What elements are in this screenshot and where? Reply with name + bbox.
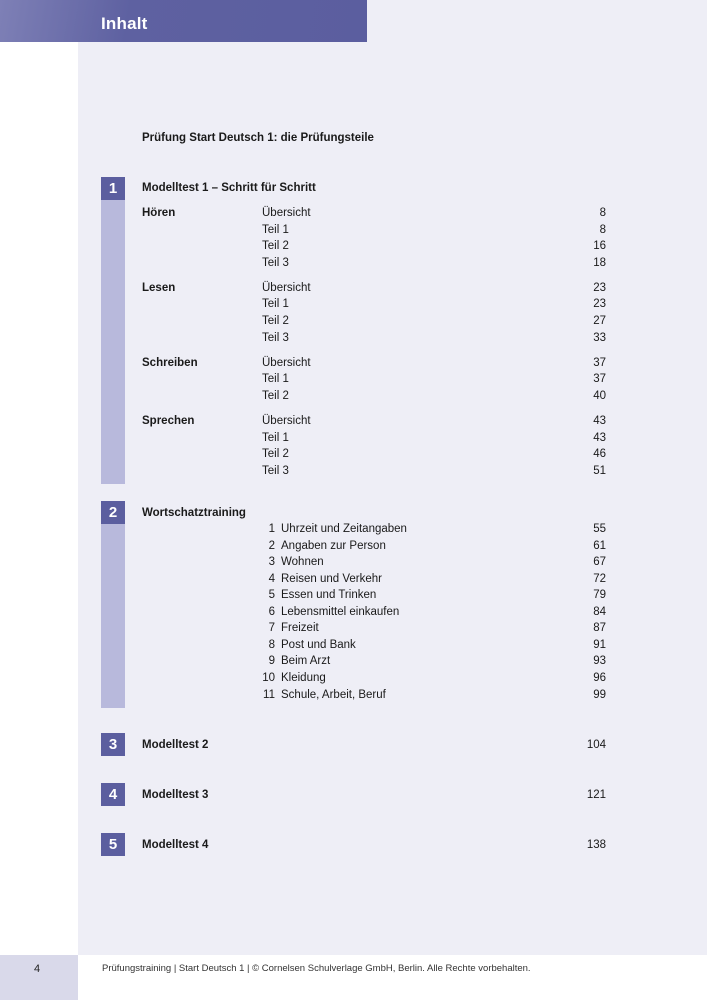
toc-row[interactable]: Teil 1 43: [262, 432, 606, 444]
vocab-row[interactable]: 11 Schule, Arbeit, Beruf 99: [263, 689, 606, 701]
vocab-row[interactable]: 10 Kleidung 96: [262, 672, 606, 684]
header-bar: [0, 0, 367, 42]
vocab-row[interactable]: 9 Beim Arzt 93: [268, 655, 606, 667]
footer-copyright: Prüfungstraining | Start Deutsch 1 | © Cornelsen Schulverlage GmbH, Berlin. Alle Rechte vorbehalten.: [102, 963, 531, 974]
toc-row[interactable]: Teil 2 46: [262, 448, 606, 460]
vocab-row[interactable]: 5 Essen und Trinken 79: [268, 589, 606, 601]
section-number-5: 5: [101, 833, 125, 856]
section-title-2: Wortschatztraining: [142, 507, 246, 519]
section-title-1: Modelltest 1 – Schritt für Schritt: [142, 182, 316, 194]
toc-row[interactable]: Teil 1 37: [262, 373, 606, 385]
group-label-lesen: Lesen: [142, 282, 176, 294]
toc-row[interactable]: Teil 2 16: [262, 240, 606, 252]
modelltest-3-title[interactable]: Modelltest 3: [142, 789, 209, 801]
toc-row[interactable]: Übersicht 43: [262, 415, 606, 427]
left-margin: [0, 0, 78, 1000]
modelltest-2-page: 104: [586, 739, 606, 751]
toc-row[interactable]: Teil 1 23: [262, 298, 606, 310]
vocab-row[interactable]: 1 Uhrzeit und Zeitangaben 55: [268, 523, 606, 535]
section-number-4: 4: [101, 783, 125, 806]
vocab-row[interactable]: 2 Angaben zur Person 61: [268, 540, 606, 552]
vocab-row[interactable]: 6 Lebensmittel einkaufen 84: [268, 606, 606, 618]
toc-row[interactable]: Übersicht 8: [262, 207, 606, 219]
section-number-3: 3: [101, 733, 125, 756]
section-strip-1: [101, 200, 125, 484]
toc-row[interactable]: Teil 3 51: [262, 465, 606, 477]
group-label-hoeren: Hören: [142, 207, 176, 219]
section-number-2: 2: [101, 501, 125, 524]
footer-page-box: [0, 955, 78, 1000]
modelltest-4-page: 138: [586, 839, 606, 851]
section-strip-2: [101, 524, 125, 708]
section-number-1: 1: [101, 177, 125, 200]
vocab-row[interactable]: 7 Freizeit 87: [268, 622, 606, 634]
toc-row[interactable]: Teil 3 18: [262, 257, 606, 269]
toc-row[interactable]: Teil 1 8: [262, 224, 606, 236]
modelltest-2-title[interactable]: Modelltest 2: [142, 739, 209, 751]
intro-heading: Prüfung Start Deutsch 1: die Prüfungsteile: [142, 132, 374, 144]
page-title: Inhalt: [101, 14, 148, 33]
vocab-row[interactable]: 4 Reisen und Verkehr 72: [268, 573, 606, 585]
vocab-row[interactable]: 3 Wohnen 67: [268, 556, 606, 568]
group-label-schreiben: Schreiben: [142, 357, 198, 369]
modelltest-3-page: 121: [586, 789, 606, 801]
toc-row[interactable]: Teil 3 33: [262, 332, 606, 344]
toc-row[interactable]: Teil 2 27: [262, 315, 606, 327]
group-label-sprechen: Sprechen: [142, 415, 195, 427]
modelltest-4-title[interactable]: Modelltest 4: [142, 839, 209, 851]
page-number: 4: [34, 963, 41, 975]
vocab-row[interactable]: 8 Post und Bank 91: [268, 639, 606, 651]
toc-row[interactable]: Übersicht 23: [262, 282, 606, 294]
toc-row[interactable]: Teil 2 40: [262, 390, 606, 402]
toc-row[interactable]: Übersicht 37: [262, 357, 606, 369]
